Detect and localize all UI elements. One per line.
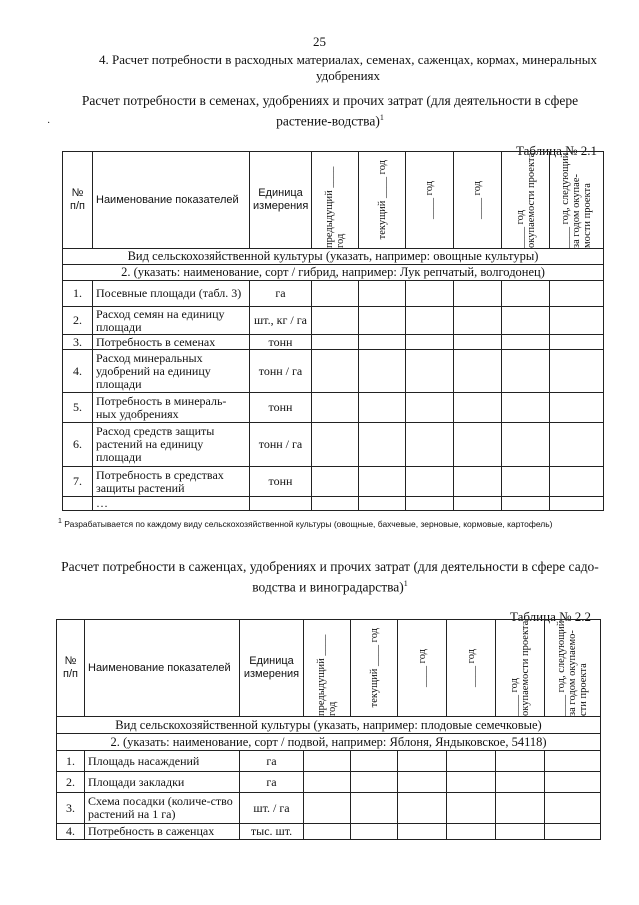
data-cell [545, 824, 601, 840]
row-indicator: … [93, 497, 250, 511]
data-cell [496, 772, 545, 793]
table2-crop-type-row: Вид сельскохозяйственной культуры (указать, например: плодовые семечковые) [57, 717, 601, 734]
data-cell [398, 751, 447, 772]
stray-mark: · [47, 118, 51, 129]
footnote-mark: 1 [58, 518, 62, 525]
data-cell [406, 423, 454, 467]
table2-header-prev [304, 620, 351, 717]
row-indicator: Потребность в саженцах [85, 824, 240, 840]
footnote-text: Разрабатывается по каждому виду сельскохозяйственной культуры (овощные, бахчевые, зерновые, кормовые, картофель) [64, 518, 553, 529]
row-number: 2. [57, 772, 85, 793]
row-number: 4. [57, 824, 85, 840]
table2-header-next [545, 620, 601, 717]
table2-variety-row: 2. (указать: наименование, сорт / подвой, например: Яблоня, Яндыковское, 54118) [57, 734, 601, 751]
data-cell [312, 281, 359, 307]
table-2-2 [56, 619, 601, 840]
table2-header-prev-text: предыдущий ____ год [316, 634, 338, 716]
row-unit: тонн [250, 393, 312, 423]
table-row [63, 467, 604, 497]
data-cell [359, 497, 406, 511]
data-cell [351, 751, 398, 772]
table-row [57, 824, 601, 840]
table1-header-y2 [454, 152, 502, 249]
row-unit: тонн [250, 335, 312, 350]
table1-header-num: № п/п [63, 152, 93, 249]
table1-header-y1-text: ____ год [424, 181, 435, 219]
row-indicator: Площадь насаждений [85, 751, 240, 772]
data-cell [304, 751, 351, 772]
data-cell [398, 793, 447, 824]
data-cell [447, 824, 496, 840]
table1-header-payback-text: ____ год окупаемости проекта [514, 152, 537, 248]
data-cell [454, 423, 502, 467]
row-number [63, 497, 93, 511]
data-cell [447, 793, 496, 824]
row-number: 1. [57, 751, 85, 772]
table-row [57, 772, 601, 793]
table1-subtitle [60, 92, 600, 130]
data-cell [447, 772, 496, 793]
data-cell [312, 423, 359, 467]
data-cell [502, 307, 550, 335]
data-cell [359, 423, 406, 467]
data-cell [502, 393, 550, 423]
row-unit [250, 497, 312, 511]
table1-variety-row: 2. (указать: наименование, сорт / гибрид, например: Лук репчатый, волгодонец) [63, 265, 604, 281]
footnote [58, 516, 603, 530]
data-cell [545, 793, 601, 824]
data-cell [502, 350, 550, 393]
row-unit: тыс. шт. [240, 824, 304, 840]
table1-header-next [550, 152, 604, 249]
row-number: 5. [63, 393, 93, 423]
data-cell [312, 467, 359, 497]
table2-subtitle-footnote-mark: 1 [403, 579, 408, 588]
data-cell [545, 751, 601, 772]
data-cell [406, 307, 454, 335]
data-cell [502, 423, 550, 467]
table2-header-unit: Единица измерения [240, 620, 304, 717]
data-cell [454, 467, 502, 497]
data-cell [454, 350, 502, 393]
table2-header-payback-text: ____ год окупаемости проекта [509, 620, 531, 716]
table2-header-y2 [447, 620, 496, 717]
data-cell [312, 307, 359, 335]
data-cell [351, 824, 398, 840]
data-cell [406, 467, 454, 497]
data-cell [550, 423, 604, 467]
data-cell [454, 281, 502, 307]
row-indicator: Расход семян на единицу площади [93, 307, 250, 335]
row-indicator: Расход средств защиты растений на единицу площади [93, 423, 250, 467]
data-cell [312, 350, 359, 393]
table1-header-curr-text: текущий ____ год [376, 160, 388, 240]
row-indicator: Потребность в семенах [93, 335, 250, 350]
table1-subtitle-text: Расчет потребности в семенах, удобрениях и прочих затрат (для деятельности в сфере растение-водства) [81, 93, 579, 129]
table-row [57, 751, 601, 772]
data-cell [454, 307, 502, 335]
row-unit: шт., кг / га [250, 307, 312, 335]
row-number: 3. [57, 793, 85, 824]
table1-caption: Таблица № 2.1 [516, 143, 598, 158]
table-row [63, 307, 604, 335]
data-cell [398, 772, 447, 793]
row-unit: тонн / га [250, 350, 312, 393]
data-cell [550, 467, 604, 497]
data-cell [406, 350, 454, 393]
row-unit: га [240, 751, 304, 772]
data-cell [406, 281, 454, 307]
data-cell [502, 335, 550, 350]
table1-header-prev [312, 152, 359, 249]
table2-header-y2-text: ____ год [465, 649, 477, 687]
row-number: 6. [63, 423, 93, 467]
row-indicator: Потребность в средствах защиты растений [93, 467, 250, 497]
table1-header-unit: Единица измерения [250, 152, 312, 249]
row-number: 3. [63, 335, 93, 350]
data-cell [406, 497, 454, 511]
table-row [63, 350, 604, 393]
table1-crop-type-row: Вид сельскохозяйственной культуры (указать, например: овощные культуры) [63, 249, 604, 265]
table2-header-curr [351, 620, 398, 717]
table1-header-y2-text: ____ год [472, 181, 483, 219]
data-cell [406, 335, 454, 350]
table2-header-y1-text: ____ год [416, 649, 428, 687]
table1-subtitle-footnote-mark: 1 [379, 113, 384, 122]
table1-header-curr [359, 152, 406, 249]
row-indicator: Потребность в минераль-ных удобрениях [93, 393, 250, 423]
row-indicator: Площади закладки [85, 772, 240, 793]
data-cell [550, 497, 604, 511]
data-cell [502, 467, 550, 497]
table-row [63, 497, 604, 511]
data-cell [359, 393, 406, 423]
data-cell [359, 307, 406, 335]
table1-header-payback [502, 152, 550, 249]
table2-header-row [57, 620, 601, 717]
table-row [63, 393, 604, 423]
table1-header-next-text: ____ год, следующий за годом окупае-мости проекта [560, 152, 593, 248]
data-cell [454, 335, 502, 350]
data-cell [550, 350, 604, 393]
data-cell [304, 772, 351, 793]
row-unit: тонн / га [250, 423, 312, 467]
section-heading: 4. Расчет потребности в расходных материалах, семенах, саженцах, кормах, минеральных удобрениях [99, 52, 597, 83]
row-number: 2. [63, 307, 93, 335]
row-unit: га [240, 772, 304, 793]
table2-subtitle-text: Расчет потребности в саженцах, удобрениях и прочих затрат (для деятельности в сфере садо-водства и виноградарства) [61, 559, 599, 595]
row-unit: га [250, 281, 312, 307]
data-cell [447, 751, 496, 772]
data-cell [304, 824, 351, 840]
table-row [63, 335, 604, 350]
table2-header-payback [496, 620, 545, 717]
row-unit: шт. / га [240, 793, 304, 824]
data-cell [406, 393, 454, 423]
table1-header-row [63, 152, 604, 249]
table-2-1 [62, 151, 604, 511]
data-cell [550, 335, 604, 350]
data-cell [454, 497, 502, 511]
data-cell [359, 350, 406, 393]
data-cell [550, 307, 604, 335]
data-cell [312, 393, 359, 423]
data-cell [351, 793, 398, 824]
table1-header-prev-text: предыдущий ____ год [324, 166, 346, 248]
page-number: 25 [313, 34, 326, 49]
data-cell [359, 281, 406, 307]
data-cell [502, 497, 550, 511]
data-cell [550, 393, 604, 423]
table1-header-name: Наименование показателей [93, 152, 250, 249]
table2-header-name: Наименование показателей [85, 620, 240, 717]
data-cell [359, 467, 406, 497]
data-cell [496, 751, 545, 772]
data-cell [550, 281, 604, 307]
data-cell [502, 281, 550, 307]
table-row [63, 281, 604, 307]
data-cell [359, 335, 406, 350]
row-indicator: Расход минеральных удобрений на единицу площади [93, 350, 250, 393]
row-number: 4. [63, 350, 93, 393]
row-number: 1. [63, 281, 93, 307]
data-cell [545, 772, 601, 793]
data-cell [312, 335, 359, 350]
row-indicator: Посевные площади (табл. 3) [93, 281, 250, 307]
data-cell [454, 393, 502, 423]
table2-header-num: № п/п [57, 620, 85, 717]
table1-header-y1 [406, 152, 454, 249]
data-cell [312, 497, 359, 511]
table2-caption: Таблица № 2.2 [510, 609, 592, 624]
table2-header-curr-text: текущий ____ год [368, 628, 380, 708]
data-cell [304, 793, 351, 824]
table-row [63, 423, 604, 467]
row-unit: тонн [250, 467, 312, 497]
data-cell [496, 793, 545, 824]
table2-subtitle [60, 558, 600, 596]
data-cell [496, 824, 545, 840]
row-number: 7. [63, 467, 93, 497]
data-cell [351, 772, 398, 793]
table-row [57, 793, 601, 824]
table2-header-y1 [398, 620, 447, 717]
table2-header-next-text: ____ год, следующий за годом окупаемо-сти проекта [556, 620, 589, 716]
data-cell [398, 824, 447, 840]
row-indicator: Схема посадки (количе-ство растений на 1 га) [85, 793, 240, 824]
